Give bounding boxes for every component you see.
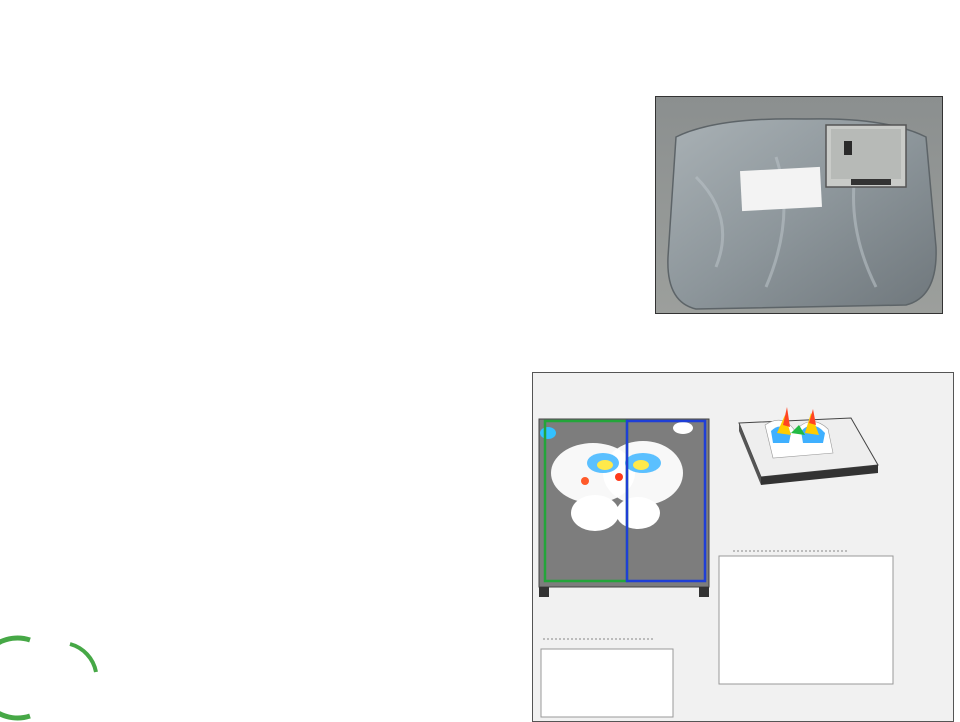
pressure-3d-view (739, 407, 878, 485)
statistics-table (719, 556, 893, 684)
software-view (533, 373, 953, 721)
footer-logo-bar (0, 632, 530, 721)
pressure-mat-photo (655, 96, 943, 314)
merek-logo-icon (0, 632, 120, 721)
pressure-mat-illustration (656, 97, 942, 313)
pressure-software-screenshot (532, 372, 954, 722)
minimum-panel (541, 649, 673, 717)
